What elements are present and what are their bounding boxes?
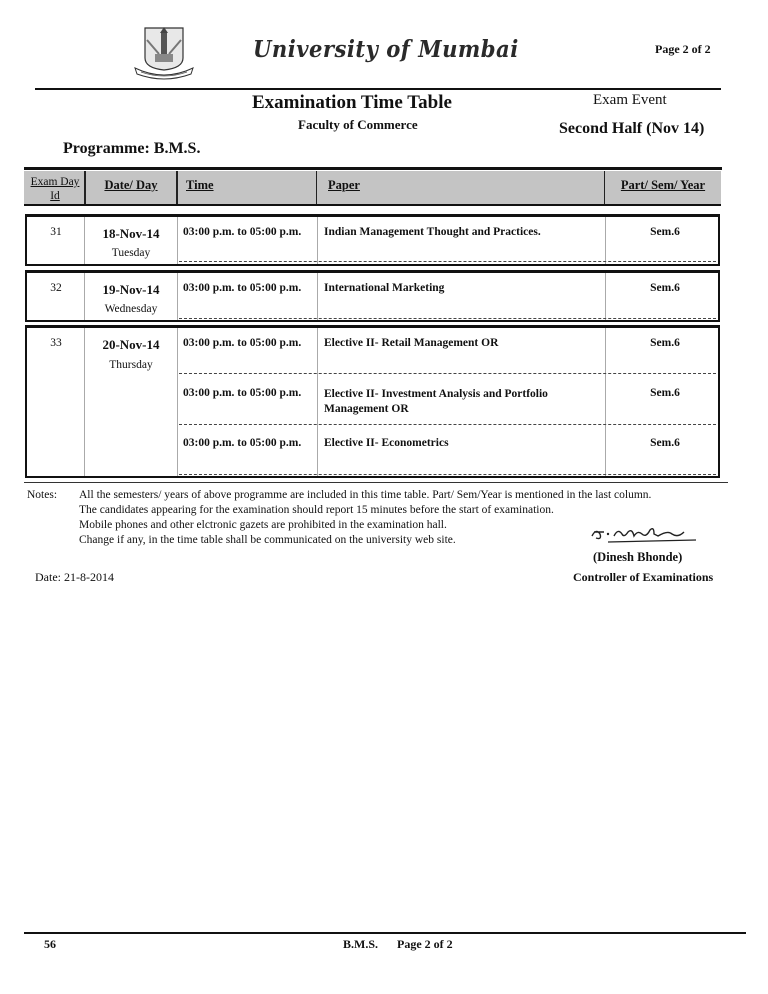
- column-divider: [605, 273, 606, 320]
- exam-event-value: Second Half (Nov 14): [559, 120, 705, 137]
- sem-label: Sem.6: [650, 226, 680, 238]
- column-header-id-line2: Id: [50, 190, 60, 202]
- paper-name: Elective II- Econometrics: [324, 437, 449, 449]
- university-name: University of Mumbai: [253, 36, 519, 63]
- document-title: Examination Time Table: [252, 92, 452, 113]
- note-line: Change if any, in the time table shall be communicated on the university web site.: [79, 534, 456, 546]
- column-divider: [177, 273, 178, 320]
- row-divider: [179, 474, 716, 475]
- faculty-name: Faculty of Commerce: [298, 117, 418, 132]
- column-divider: [176, 171, 178, 204]
- note-line: The candidates appearing for the examination should report 15 minutes before the start of examination.: [79, 504, 554, 516]
- table-row-day-33: [25, 325, 720, 478]
- exam-weekday: Wednesday: [104, 303, 158, 315]
- column-divider: [317, 328, 318, 476]
- exam-time: 03:00 p.m. to 05:00 p.m.: [183, 282, 302, 294]
- column-divider: [177, 217, 178, 264]
- exam-time: 03:00 p.m. to 05:00 p.m.: [183, 226, 302, 238]
- column-header-paper: Paper: [328, 178, 360, 192]
- column-divider: [317, 217, 318, 264]
- sem-label: Sem.6: [650, 282, 680, 294]
- column-divider: [604, 171, 605, 204]
- note-line: All the semesters/ years of above programme are included in this time table. Part/ Sem/Year is mentioned in the last column.: [79, 489, 652, 501]
- column-header-id-line1: Exam Day: [30, 176, 80, 188]
- signer-title: Controller of Examinations: [573, 570, 714, 584]
- signature-icon: [588, 520, 698, 546]
- signer-name: (Dinesh Bhonde): [593, 550, 683, 564]
- table-row-day-32: [25, 270, 720, 322]
- row-divider: [179, 424, 716, 425]
- exam-date: 20-Nov-14: [102, 337, 160, 352]
- exam-day-id: 33: [50, 337, 62, 349]
- exam-day-id: 31: [50, 226, 62, 238]
- paper-name: Elective II- Investment Analysis and Portfolio Management OR: [324, 388, 548, 415]
- programme-label: Programme: B.M.S.: [63, 140, 201, 157]
- column-divider: [317, 273, 318, 320]
- column-divider: [605, 328, 606, 476]
- sem-label: Sem.6: [650, 387, 680, 399]
- footer-page-indicator: Page 2 of 2: [397, 937, 453, 951]
- table-header-top-rule: [24, 167, 722, 170]
- footer-divider: [24, 932, 746, 934]
- paper-name: International Marketing: [324, 282, 445, 294]
- table-header: [24, 167, 722, 207]
- sem-label: Sem.6: [650, 437, 680, 449]
- row-divider: [179, 318, 716, 319]
- exam-time: 03:00 p.m. to 05:00 p.m.: [183, 437, 302, 449]
- exam-time: 03:00 p.m. to 05:00 p.m.: [183, 337, 302, 349]
- header-divider: [35, 88, 721, 90]
- sem-label: Sem.6: [650, 337, 680, 349]
- notes-label: Notes:: [27, 489, 58, 501]
- paper-name: Elective II- Retail Management OR: [324, 337, 499, 349]
- exam-weekday: Tuesday: [111, 247, 151, 259]
- exam-time: 03:00 p.m. to 05:00 p.m.: [183, 387, 302, 399]
- row-divider: [179, 373, 716, 374]
- column-divider: [177, 328, 178, 476]
- page-indicator: Page 2 of 2: [655, 42, 711, 56]
- issue-date: Date: 21-8-2014: [35, 570, 114, 584]
- paper-name: Indian Management Thought and Practices.: [324, 226, 541, 238]
- column-header-exam-day-id: [26, 171, 84, 204]
- exam-day-id: 32: [50, 282, 62, 294]
- column-header-date-day: Date/ Day: [104, 178, 158, 192]
- footer-page-number: 56: [44, 937, 56, 951]
- table-row-day-31: [25, 214, 720, 266]
- column-divider: [316, 171, 317, 204]
- column-header-time: Time: [186, 178, 214, 192]
- footer-programme: B.M.S.: [343, 937, 379, 951]
- exam-weekday: Thursday: [109, 359, 153, 371]
- notes-divider: [24, 482, 728, 483]
- column-divider: [605, 217, 606, 264]
- exam-date: 19-Nov-14: [102, 282, 160, 297]
- university-crest-icon: [131, 24, 197, 80]
- row-divider: [179, 261, 716, 262]
- exam-date: 18-Nov-14: [102, 226, 160, 241]
- column-header-part-sem-year: Part/ Sem/ Year: [620, 178, 706, 192]
- exam-event-label: Exam Event: [593, 92, 667, 108]
- note-line: Mobile phones and other elctronic gazets are prohibited in the examination hall.: [79, 519, 447, 531]
